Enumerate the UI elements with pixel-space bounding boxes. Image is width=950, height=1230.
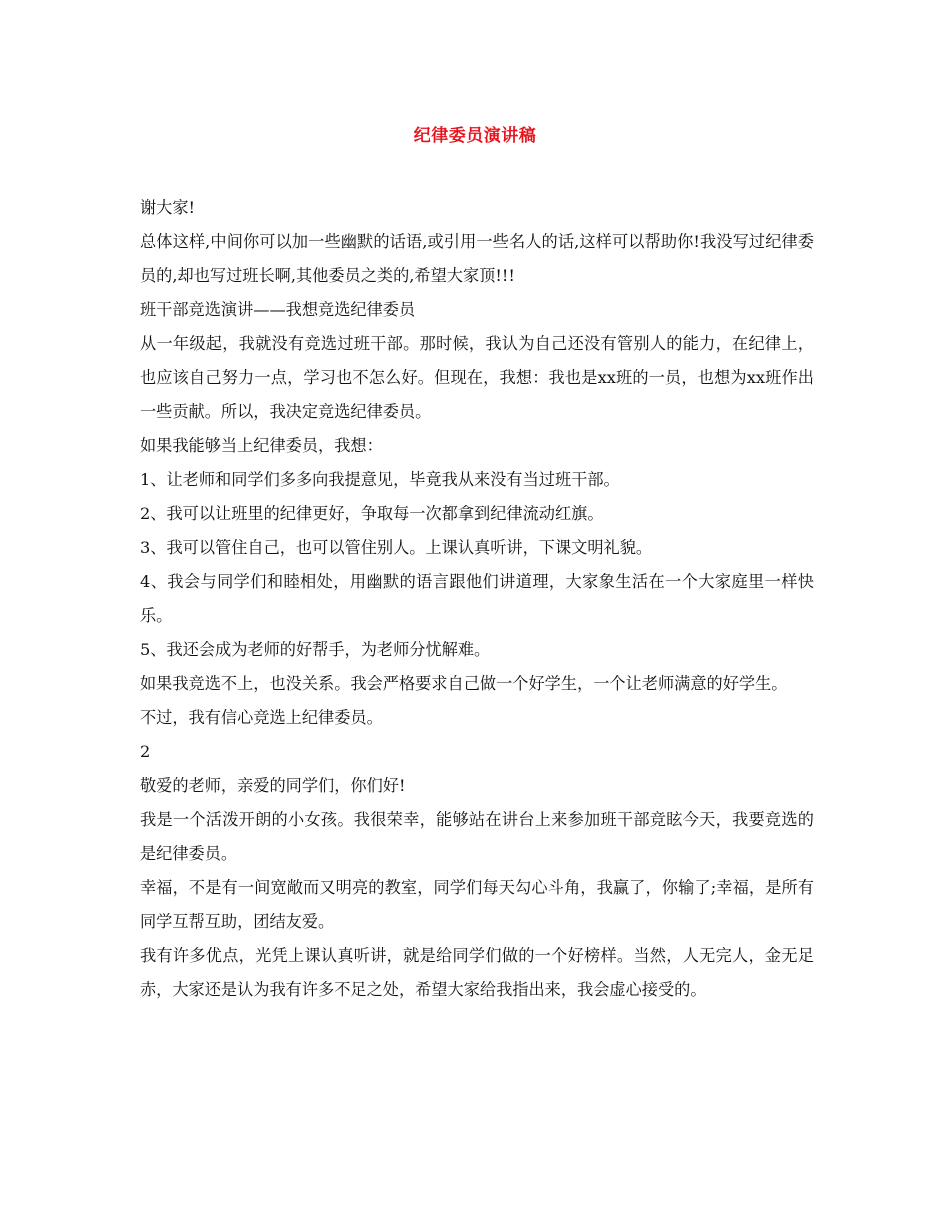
paragraph: 敬爱的老师，亲爱的同学们，你们好! bbox=[140, 776, 406, 795]
list-item: 3、我可以管住自己，也可以管住别人。上课认真听讲，下课文明礼貌。 bbox=[140, 538, 653, 557]
list-item: 5、我还会成为老师的好帮手，为老师分忧解难。 bbox=[140, 640, 491, 659]
list-item: 4、我会与同学们和睦相处，用幽默的语言跟他们讲道理，大家象生活在一个大家庭里一样快乐。 bbox=[140, 572, 814, 625]
document-title: 纪律委员演讲稿 bbox=[413, 126, 537, 146]
paragraph: 我是一个活泼开朗的小女孩。我很荣幸，能够站在讲台上来参加班干部竞眩今天，我要竞选的是纪律委员。 bbox=[140, 810, 814, 863]
list-item: 1、让老师和同学们多多向我提意见，毕竟我从来没有当过班干部。 bbox=[140, 470, 620, 489]
document-body bbox=[140, 191, 814, 1007]
paragraph: 总体这样,中间你可以加一些幽默的话语,或引用一些名人的话,这样可以帮助你!我没写过纪律委员的,却也写过班长啊,其他委员之类的,希望大家顶!!! bbox=[140, 232, 814, 285]
paragraph: 幸福，不是有一间宽敞而又明亮的教室，同学们每天勾心斗角，我赢了，你输了;幸福，是所有同学互帮互助，团结友爱。 bbox=[140, 878, 814, 931]
section-number: 2 bbox=[140, 742, 151, 761]
list-item: 2、我可以让班里的纪律更好，争取每一次都拿到纪律流动红旗。 bbox=[140, 504, 604, 523]
paragraph: 班干部竞选演讲——我想竞选纪律委员 bbox=[140, 300, 416, 319]
paragraph: 谢大家! bbox=[140, 198, 196, 217]
paragraph: 我有许多优点，光凭上课认真听讲，就是给同学们做的一个好榜样。当然，人无完人，金无足赤，大家还是认为我有许多不足之处，希望大家给我指出来，我会虚心接受的。 bbox=[140, 946, 814, 999]
paragraph: 不过，我有信心竞选上纪律委员。 bbox=[140, 708, 383, 727]
paragraph: 如果我能够当上纪律委员，我想： bbox=[140, 436, 383, 455]
paragraph: 如果我竞选不上，也没关系。我会严格要求自己做一个好学生，一个让老师满意的好学生。 bbox=[140, 674, 788, 693]
paragraph: 从一年级起，我就没有竞选过班干部。那时候，我认为自己还没有管别人的能力，在纪律上，也应该自己努力一点，学习也不怎么好。但现在，我想：我也是xx班的一员，也想为xx班作出一些贡献。所以，我决定竞选纪律委员。 bbox=[140, 334, 814, 421]
